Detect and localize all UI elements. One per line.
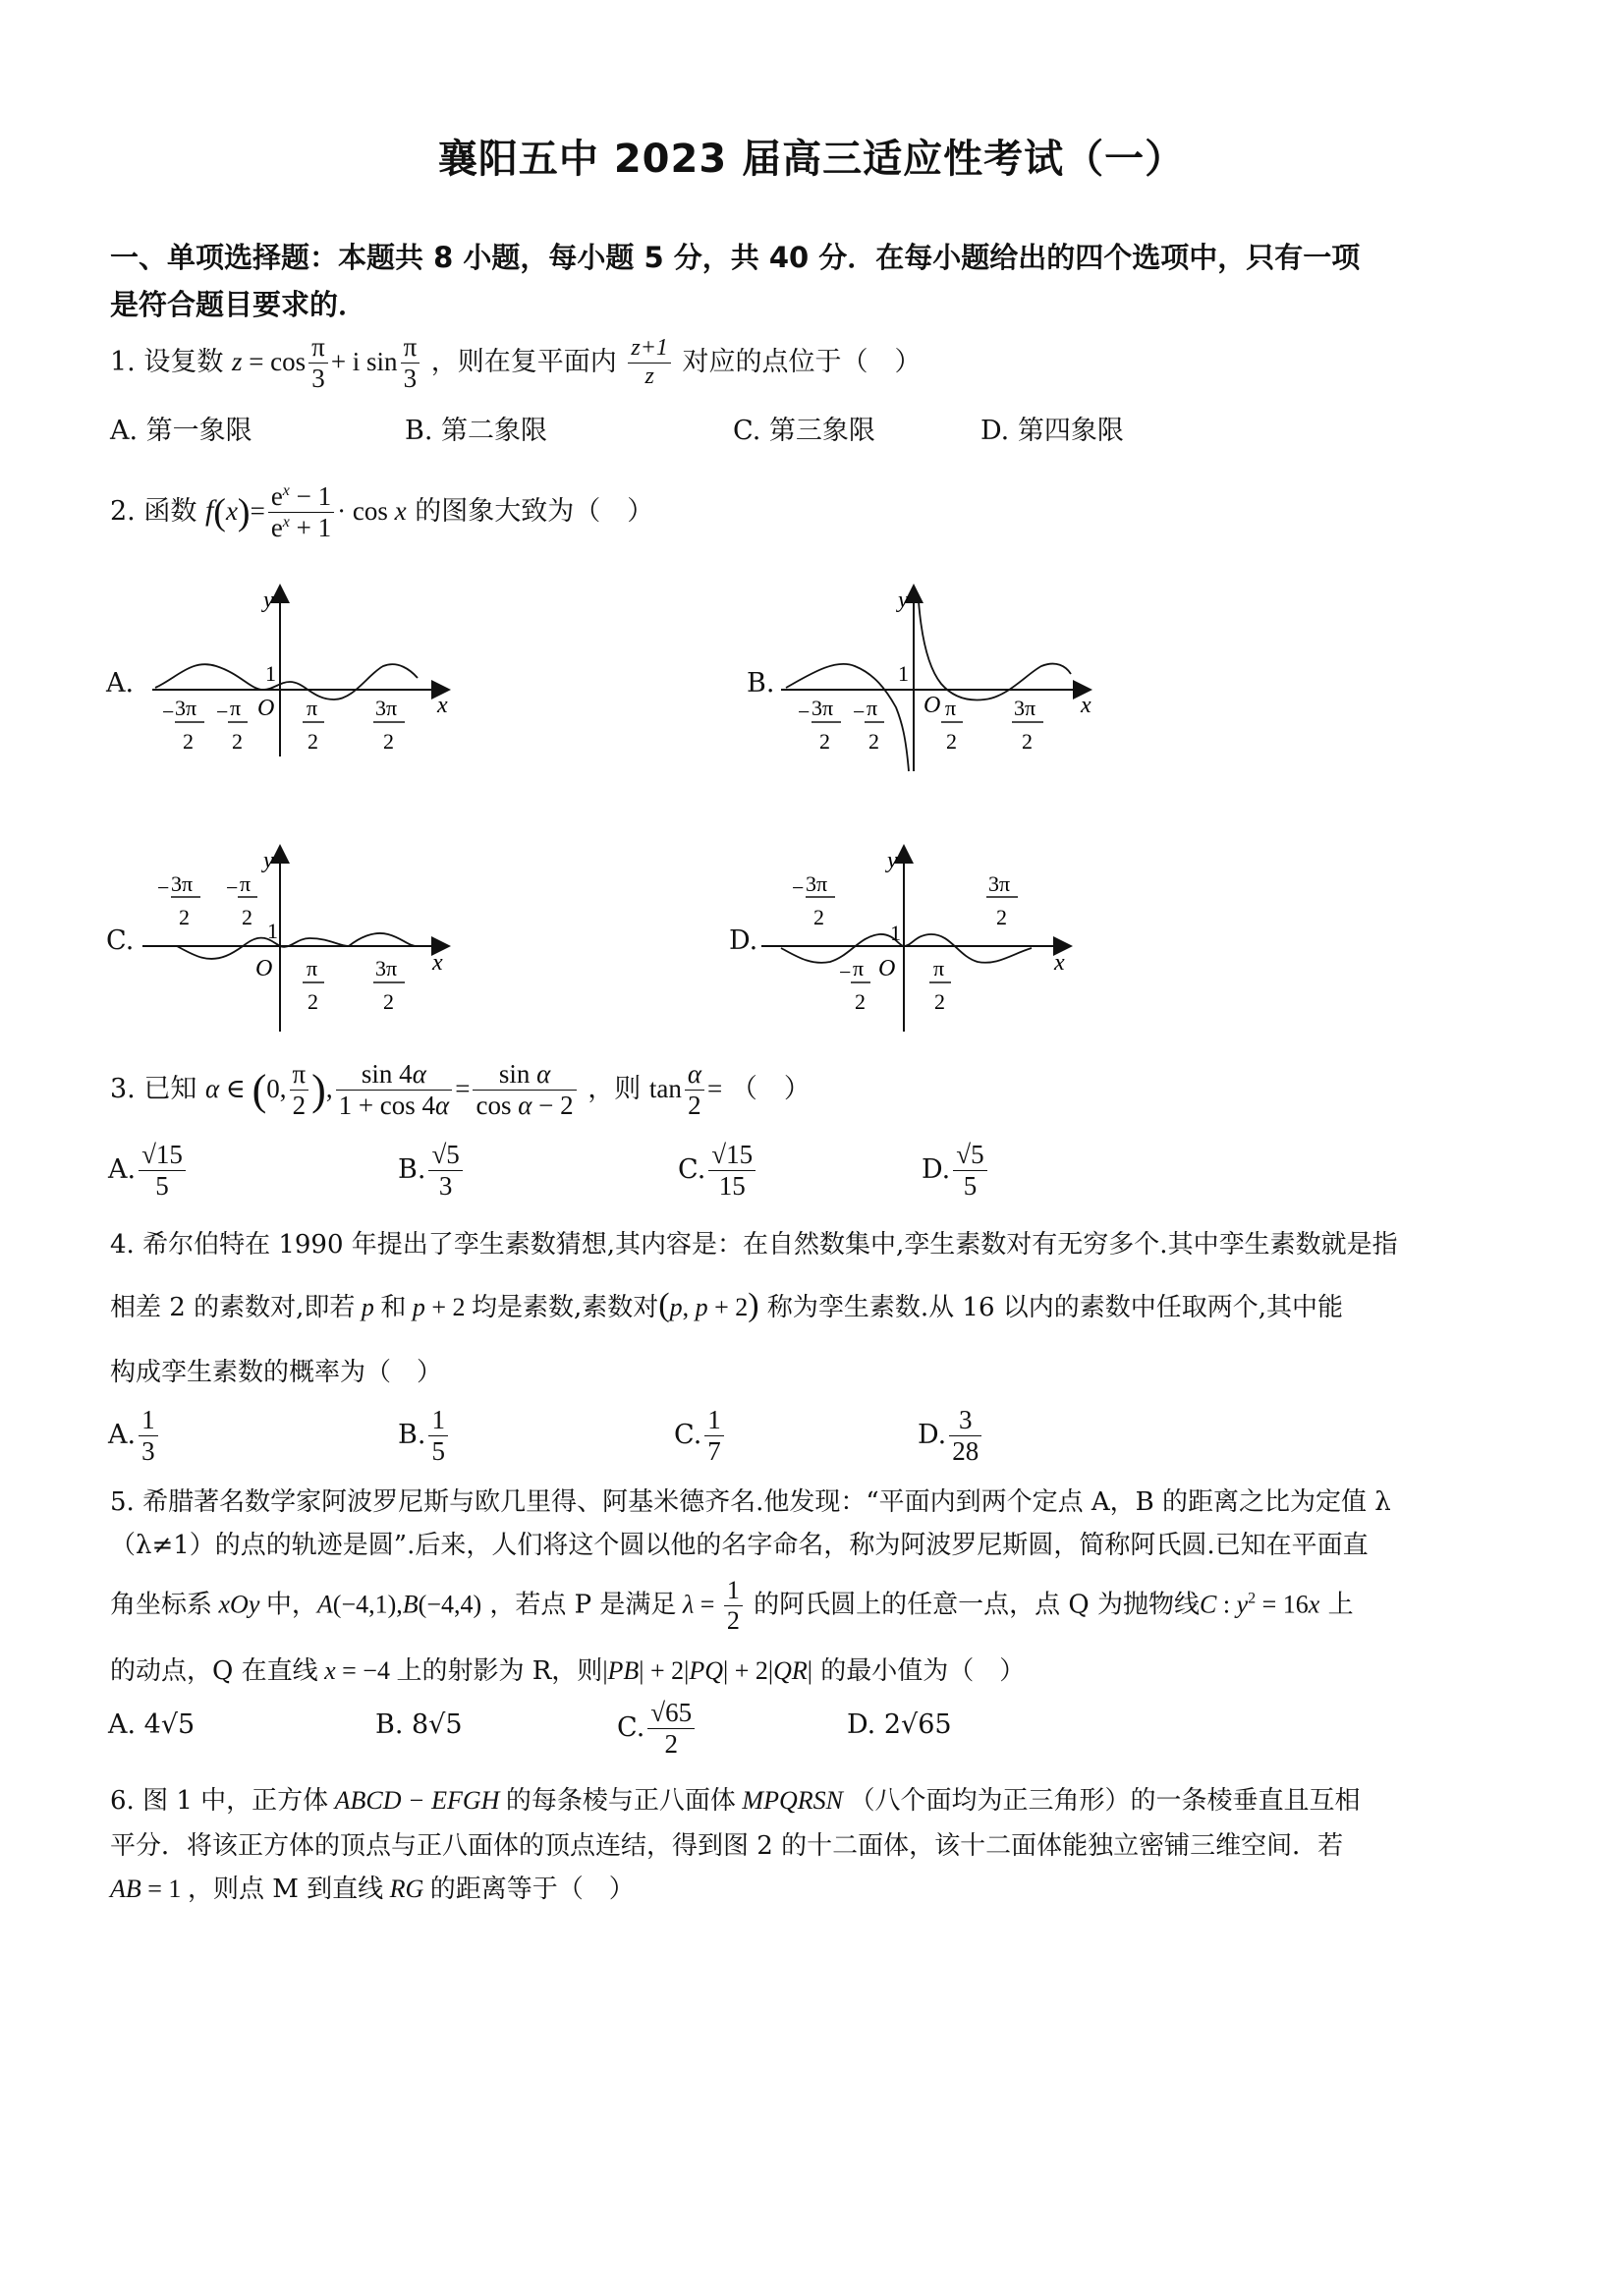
q3-option-b: B. $\frac{√5}{3}$ [398, 1140, 466, 1202]
svg-text:−: − [226, 875, 239, 900]
q1-option-c: C. 第三象限 [733, 416, 875, 446]
svg-text:π: π [853, 956, 865, 980]
svg-text:1: 1 [267, 919, 278, 943]
graph-a [147, 580, 462, 766]
q1-suffix: 对应的点位于（ ） [682, 347, 922, 378]
svg-text:2: 2 [819, 729, 830, 754]
q5-option-d: D. 2√65 [847, 1709, 952, 1740]
page-title: 襄阳五中 2023 届高三适应性考试（一） [437, 137, 1186, 182]
q3-prefix: 3. 已知 [110, 1074, 197, 1105]
graph-d-label: D. [729, 925, 758, 956]
svg-text:2: 2 [813, 905, 824, 929]
q3-option-d: D. $\frac{√5}{5}$ [922, 1140, 990, 1202]
question-3: 3. 已知 α ∈ (0, $\frac{\pi}{2}$ ), $\frac{\sin 4\alpha}{1 + \cos 4\alpha}$ = $\frac{\text{sin α}}{\text{cos α − 2}}$ ，则 tan $\frac{\alpha}{2}$ = （ ） [110, 1059, 811, 1121]
q1-mid: ，则在复平面内 [430, 347, 617, 378]
svg-text:2: 2 [1022, 729, 1033, 754]
q3-suffix: （ ） [730, 1074, 811, 1105]
svg-text:1: 1 [890, 921, 901, 945]
q5-line2: （λ≠1）的点的轨迹是圆”.后来，人们将这个圆以他的名字命名，称为阿波罗尼斯圆，简称阿氏圆.已知在平面直 [110, 1531, 1369, 1560]
section-header-line1: 一、单项选择题：本题共 8 小题，每小题 5 分，共 40 分．在每小题给出的四个选项中，只有一项 [110, 241, 1361, 274]
q4-option-b: B. $\frac{1}{5}$ [398, 1405, 451, 1467]
q5-option-a: A. 4√5 [108, 1709, 196, 1740]
q3-mid: ，则 [588, 1074, 642, 1105]
q1-option-a: A. 第一象限 [110, 416, 252, 446]
svg-text:x: x [1081, 693, 1091, 718]
q5-option-b: B. 8√5 [375, 1709, 463, 1740]
svg-text:y: y [887, 848, 898, 873]
svg-text:−: − [157, 875, 170, 900]
q5-line1: 5. 希腊著名数学家阿波罗尼斯与欧几里得、阿基米德齐名.他发现：“平面内到两个定点 A，B 的距离之比为定值 λ [110, 1487, 1391, 1517]
svg-text:O: O [923, 693, 941, 718]
svg-text:3π: 3π [375, 956, 398, 980]
svg-text:π: π [933, 956, 945, 980]
svg-text:2: 2 [855, 989, 866, 1014]
q4-option-a: A. $\frac{1}{3}$ [108, 1405, 161, 1467]
q1-frac-pi3: $\frac{\pi}{3}$ [308, 332, 328, 394]
svg-text:1: 1 [898, 661, 909, 686]
q4-option-d: D. $\frac{3}{28}$ [918, 1405, 984, 1467]
graph-d [756, 840, 1081, 1036]
svg-text:−: − [162, 700, 175, 724]
q6-line3: AB = 1 ，则点 M 到直线 RG 的距离等于（ ） [110, 1875, 635, 1904]
svg-text:y: y [898, 588, 909, 613]
q2-suffix: 的图象大致为（ ） [415, 496, 654, 528]
q6-line2: 平分．将该正方体的顶点与正八面体的顶点连结，得到图 2 的十二面体，该十二面体能独立密铺三维空间．若 [110, 1831, 1344, 1861]
svg-text:3π: 3π [806, 871, 828, 896]
svg-text:y: y [263, 588, 274, 613]
q3-option-a: A. $\frac{√15}{5}$ [108, 1140, 189, 1202]
svg-text:3π: 3π [175, 696, 197, 720]
q1-option-b: B. 第二象限 [405, 416, 548, 446]
q5-line3: 角坐标系 xOy 中，A(−4,1),B(−4,4) ，若点 P 是满足 λ = $\frac{1}{2}$ 的阿氏圆上的任意一点，点 Q 为抛物线C : $y^2 = 16x$ 上 [110, 1576, 1354, 1635]
svg-text:O: O [257, 696, 275, 721]
svg-text:2: 2 [868, 729, 879, 754]
svg-text:3π: 3π [1014, 696, 1036, 720]
q1-option-d: D. 第四象限 [980, 416, 1124, 446]
svg-text:2: 2 [232, 729, 243, 754]
svg-text:−: − [798, 700, 811, 724]
q4-option-c: C. $\frac{1}{7}$ [674, 1405, 727, 1467]
graph-c [138, 840, 462, 1036]
svg-text:π: π [307, 956, 318, 980]
svg-text:2: 2 [183, 729, 194, 754]
section-header-line2: 是符合题目要求的． [110, 288, 367, 321]
svg-text:2: 2 [383, 729, 394, 754]
svg-text:2: 2 [934, 989, 945, 1014]
svg-text:−: − [216, 700, 229, 724]
svg-text:1: 1 [265, 661, 276, 686]
q5-option-c: C. $\frac{√65}{2}$ [617, 1698, 698, 1760]
question-2: 2. 函数 f(x)= $\frac{e^x - 1}{e^x + 1}$ · cos x 的图象大致为（ ） [110, 481, 654, 543]
graph-c-label: C. [106, 925, 135, 956]
svg-text:2: 2 [996, 905, 1007, 929]
q6-line1: 6. 图 1 中，正方体 ABCD − EFGH 的每条棱与正八面体 MPQRSN （八个面均为正三角形）的一条棱垂直且互相 [110, 1786, 1361, 1816]
svg-text:3π: 3π [171, 871, 194, 896]
q4-line1: 4. 希尔伯特在 1990 年提出了孪生素数猜想,其内容是：在自然数集中,孪生素数对有无穷多个.其中孪生素数就是指 [110, 1230, 1398, 1260]
svg-text:−: − [853, 700, 866, 724]
svg-text:2: 2 [308, 989, 318, 1014]
svg-text:2: 2 [308, 729, 318, 754]
svg-text:y: y [263, 848, 274, 873]
q4-line3: 构成孪生素数的概率为（ ） [110, 1358, 443, 1387]
svg-text:π: π [240, 871, 252, 896]
q1-prefix: 1. 设复数 [110, 347, 224, 378]
svg-text:3π: 3π [988, 871, 1011, 896]
svg-text:2: 2 [242, 905, 252, 929]
svg-text:2: 2 [946, 729, 957, 754]
q2-prefix: 2. 函数 [110, 496, 197, 528]
svg-text:O: O [255, 956, 273, 981]
question-1: 1. 设复数 z = cos $\frac{\pi}{3}$ + i sin $\frac{\pi}{3}$ ，则在复平面内 $\frac{z+1}{z}$ 对应的点位于（ ） [110, 332, 922, 394]
svg-text:π: π [945, 696, 957, 720]
svg-text:π: π [307, 696, 318, 720]
svg-text:x: x [1054, 950, 1065, 976]
svg-text:π: π [867, 696, 878, 720]
svg-text:3π: 3π [375, 696, 398, 720]
q5-line4: 的动点，Q 在直线 x = −4 上的射影为 R，则|PB| + 2|PQ| + 2|QR| 的最小值为（ ） [110, 1656, 1026, 1686]
graph-b [776, 580, 1110, 776]
svg-text:−: − [839, 960, 852, 984]
q4-line2: 相差 2 的素数对,即若 p 和 p + 2 均是素数,素数对(p, p + 2) 称为孪生素数.从 16 以内的素数中任取两个,其中能 [110, 1287, 1344, 1323]
svg-text:O: O [878, 956, 896, 981]
svg-text:2: 2 [383, 989, 394, 1014]
svg-text:2: 2 [179, 905, 190, 929]
svg-text:x: x [432, 950, 443, 976]
svg-text:π: π [230, 696, 242, 720]
svg-text:−: − [792, 875, 805, 900]
graph-b-label: B. [747, 668, 775, 699]
graph-a-label: A. [106, 668, 135, 699]
svg-text:x: x [437, 693, 448, 718]
svg-text:3π: 3π [812, 696, 834, 720]
q3-option-c: C. $\frac{√15}{15}$ [678, 1140, 758, 1202]
